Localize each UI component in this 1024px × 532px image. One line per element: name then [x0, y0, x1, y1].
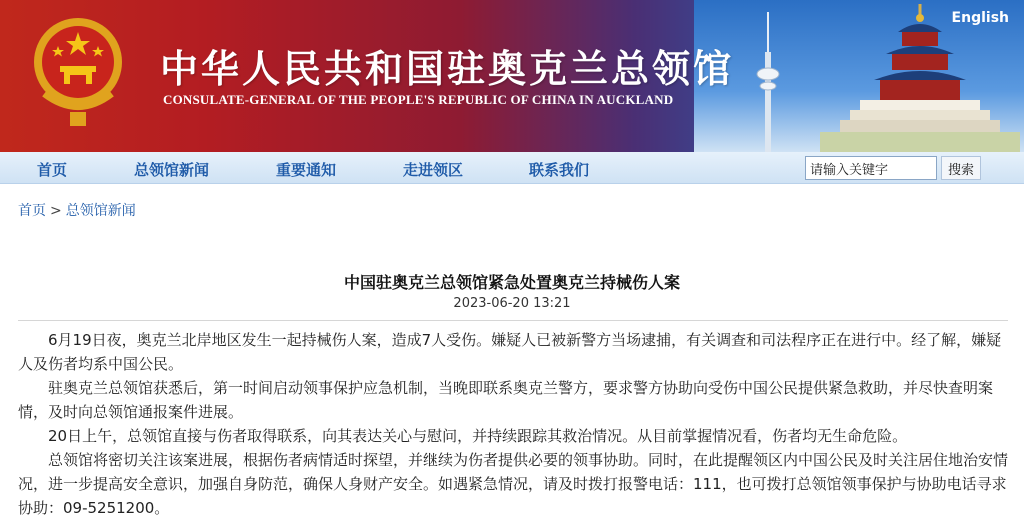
breadcrumb: [18, 200, 136, 220]
nav-home[interactable]: 首页: [37, 161, 68, 179]
nav-consulate-news[interactable]: 总领馆新闻: [134, 161, 210, 179]
article-paragraph: 驻奥克兰总领馆获悉后，第一时间启动领事保护应急机制，当晚即联系奥克兰警方，要求警方协助向受伤中国公民提供紧急救助，并尽快查明案情，及时向总领馆通报案件进展。: [18, 379, 994, 421]
search-button[interactable]: 搜索: [941, 156, 981, 180]
nav-important-notices[interactable]: 重要通知: [276, 161, 337, 179]
breadcrumb-separator: >: [50, 203, 62, 219]
article-title: 中国驻奥克兰总领馆紧急处置奥克兰持械伤人案: [343, 273, 680, 292]
breadcrumb-home-link[interactable]: 首页: [18, 203, 46, 219]
breadcrumb-news-link[interactable]: 总领馆新闻: [65, 203, 136, 219]
national-emblem-icon: [30, 8, 126, 138]
nav-contact-us[interactable]: 联系我们: [529, 161, 590, 179]
sky-tower-icon: [748, 12, 788, 152]
site-title-chinese: 中华人民共和国驻奥克兰总领馆: [160, 46, 735, 91]
article-date: 2023-06-20 13:21: [453, 296, 571, 311]
english-language-link[interactable]: English: [951, 10, 1009, 26]
temple-of-heaven-icon: [820, 4, 1020, 152]
title-divider: [18, 320, 1008, 321]
article-paragraph: 总领馆将密切关注该案进展，根据伤者病情适时探望，并继续为伤者提供必要的领事协助。同时，在此提醒领区内中国公民及时关注居住地治安情况，进一步提高安全意识，加强自身防范，确保人身财产安全。如遇紧急情况，请及时拨打报警电话：111，也可拨打总领馆领事保护与协助电话寻求协助：09-5251200。: [18, 451, 1009, 517]
site-banner: [0, 0, 1024, 152]
article-paragraph: 20日上午，总领馆直接与伤者取得联系，向其表达关心与慰问，并持续跟踪其救治情况。从目前掌握情况看，伤者均无生命危险。: [48, 427, 908, 445]
article-body: [18, 328, 1008, 520]
search-input[interactable]: [805, 156, 937, 180]
main-navigation: [0, 152, 1024, 184]
article-paragraph: 6月19日夜，奥克兰北岸地区发生一起持械伤人案，造成7人受伤。嫌疑人已被新警方当场逮捕，有关调查和司法程序正在进行中。经了解，嫌疑人及伤者均系中国公民。: [18, 331, 1002, 373]
nav-consular-district[interactable]: 走进领区: [403, 161, 464, 179]
site-title-english: CONSULATE-GENERAL OF THE PEOPLE'S REPUBLIC OF CHINA IN AUCKLAND: [163, 92, 674, 107]
